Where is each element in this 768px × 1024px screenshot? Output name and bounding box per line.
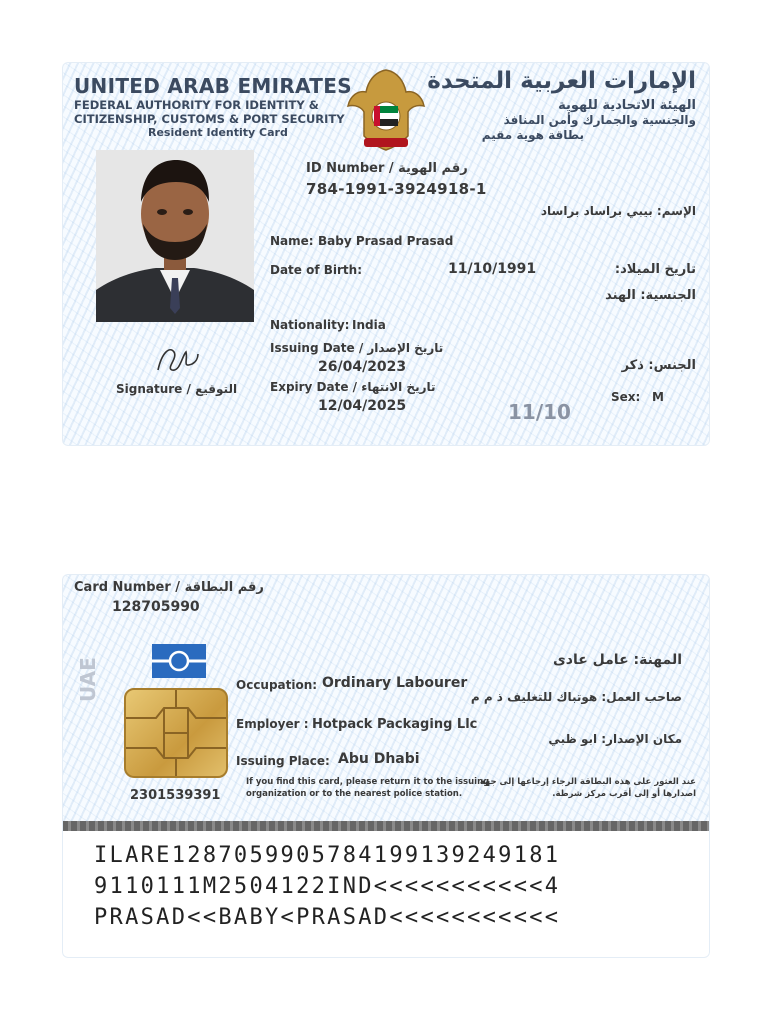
nationality-label: Nationality: (270, 318, 350, 332)
card-type-en: Resident Identity Card (148, 126, 288, 139)
card-number-label: Card Number / رقم البطاقة (74, 580, 264, 595)
dob-ar-label: تاريخ الميلاد: (614, 262, 696, 277)
mrz-zone (62, 831, 710, 958)
barcode-stripe (62, 821, 710, 831)
id-number-value: 784-1991-3924918-1 (306, 180, 487, 198)
country-title-en: UNITED ARAB EMIRATES (74, 74, 352, 98)
sex-value: M (652, 390, 664, 404)
id-logo-icon (152, 644, 206, 678)
notice-en-line-1: If you find this card, please return it to the issuing (246, 777, 490, 787)
name-label: Name: (270, 234, 314, 248)
issuing-place-ar: مكان الإصدار: ابو ظبي (548, 732, 682, 746)
issuing-place-label: Issuing Place: (236, 754, 330, 768)
mrz-line-1: ILARE1287059905784199139249181 (94, 843, 561, 868)
nationality-ar: الجنسية: الهند (605, 288, 696, 303)
employer-value: Hotpack Packaging Llc (312, 717, 478, 732)
name-value: Baby Prasad Prasad (318, 234, 454, 248)
authority-ar-line-2: والجنسية والجمارك وأمن المنافذ (503, 113, 696, 127)
id-number-label: ID Number / رقم الهوية (306, 161, 468, 176)
authority-line-2: CITIZENSHIP, CUSTOMS & PORT SECURITY (74, 112, 345, 126)
expiry-date-value: 12/04/2025 (318, 398, 407, 414)
card-type-ar: بطاقة هوية مقيم (481, 128, 584, 142)
notice-en-line-2: organization or to the nearest police station. (246, 789, 463, 799)
id-card-front (62, 62, 710, 446)
issue-date-label: Issuing Date / تاريخ الإصدار (270, 341, 444, 355)
chip-number: 2301539391 (130, 788, 221, 803)
sex-label: Sex: (611, 390, 641, 404)
return-notice-en (246, 776, 489, 800)
holder-photo (96, 150, 254, 322)
nationality-value: India (352, 318, 386, 332)
occupation-ar: المهنة: عامل عادى (552, 652, 682, 668)
occupation-value: Ordinary Labourer (322, 675, 468, 691)
ghost-dob: 11/10 (508, 400, 571, 424)
signature-label: Signature / التوقيع (116, 382, 238, 396)
authority-line-1: FEDERAL AUTHORITY FOR IDENTITY & (74, 98, 319, 112)
return-notice-ar (480, 776, 696, 800)
card-number-value: 128705990 (112, 599, 200, 615)
occupation-label: Occupation: (236, 678, 318, 692)
issue-date-value: 26/04/2023 (318, 359, 407, 375)
id-card-back (62, 574, 710, 958)
notice-ar-line-2: اصدارها أو إلى أقرب مركز شرطة. (552, 789, 696, 799)
expiry-date-label: Expiry Date / تاريخ الانتهاء (270, 380, 436, 394)
dob-label: Date of Birth: (270, 263, 363, 277)
country-title-ar: الإمارات العربية المتحدة (427, 68, 696, 94)
employer-ar: صاحب العمل: هوتباك للتغليف ذ م م (470, 690, 682, 704)
mrz-line-2: 9110111M2504122IND<<<<<<<<<<<4 (94, 874, 561, 899)
authority-ar-line-1: الهيئة الاتحادية للهوية (558, 98, 696, 113)
vertical-uae-text: UAE (76, 657, 100, 702)
dob-value: 11/10/1991 (448, 261, 537, 277)
uae-emblem-icon (344, 66, 428, 152)
issuing-place-value: Abu Dhabi (338, 751, 420, 767)
mrz-line-3: PRASAD<<BABY<PRASAD<<<<<<<<<<< (94, 905, 561, 930)
employer-label: Employer : (236, 717, 309, 731)
smart-chip-icon (124, 688, 228, 778)
notice-ar-line-1: عند العثور على هذه البطاقة الرجاء إرجاعها إلى جهة (479, 777, 696, 787)
name-ar: الإسم: بيبي براساد براساد (540, 204, 696, 218)
signature-mark-icon (152, 342, 202, 376)
gender-ar: الجنس: ذكر (621, 358, 696, 373)
